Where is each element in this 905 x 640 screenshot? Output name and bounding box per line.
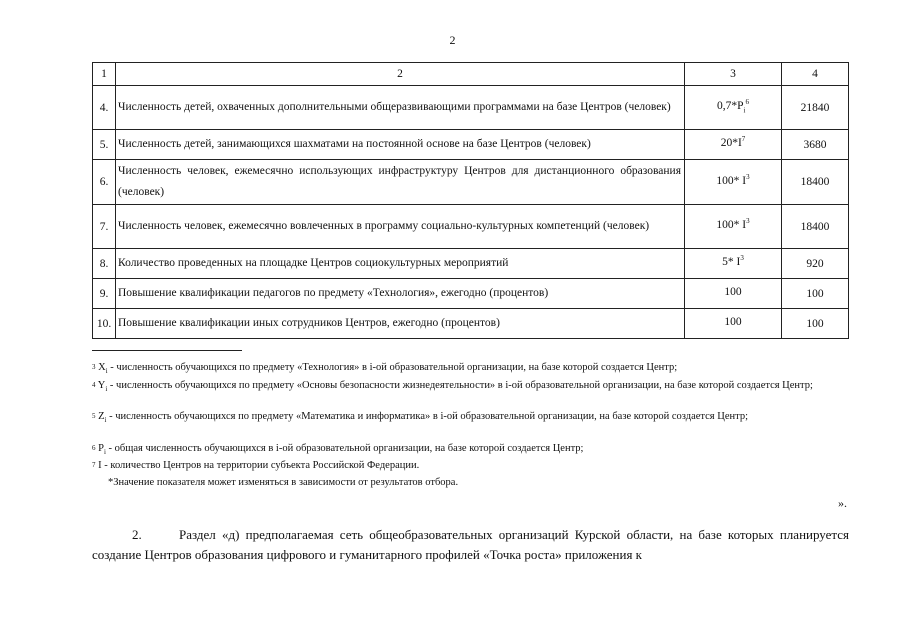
formula-base: 100 (724, 316, 742, 329)
row-description: Количество проведенных на площадке Центров социокультурных мероприятий (116, 249, 685, 279)
row-number: 9. (93, 279, 116, 309)
table-row (93, 309, 849, 339)
indicators-table (92, 62, 849, 339)
footnote (92, 459, 852, 477)
row-formula (685, 279, 782, 309)
footnote-symbol-sub: i (104, 416, 107, 425)
row-number: 6. (93, 160, 116, 205)
table-header-row (93, 63, 849, 86)
header-cell: 4 (782, 63, 849, 86)
row-description: Численность человек, ежемесячно использующих инфраструктуру Центров для дистанционного образования (человек) (116, 160, 685, 205)
table-row (93, 279, 849, 309)
row-number: 10. (93, 309, 116, 339)
footnote (92, 410, 852, 428)
formula-sup: 3 (740, 254, 744, 263)
footnote-symbol-sub: i (105, 367, 108, 376)
footnote-symbol-sub: i (103, 448, 106, 457)
footnote-symbol: P (98, 443, 104, 454)
table-row (93, 130, 849, 160)
table-row (93, 160, 849, 205)
formula-sup: 3 (746, 217, 750, 226)
footnote-mark: 3 (92, 363, 96, 371)
row-number: 4. (93, 86, 116, 130)
row-formula (685, 309, 782, 339)
footnote-text: - численность обучающихся по предмету «Математика и информатика» в i-ой образовательной организации, на базе которой создается Центр; (106, 411, 748, 422)
footnote-symbol: X (98, 362, 106, 373)
footnote-text: - общая численность обучающихся в i-ой образовательной организации, на базе которой создается Центр; (105, 443, 584, 454)
row-formula (685, 130, 782, 160)
footnote (92, 442, 852, 460)
body-paragraph (92, 525, 849, 565)
formula-sub: i (743, 106, 746, 115)
row-description: Повышение квалификации иных сотрудников Центров, ежегодно (процентов) (116, 309, 685, 339)
paragraph-text: Раздел «д) предполагаемая сеть общеобразовательных организаций Курской области, на базе которых планируется создание Центров образования цифрового и гуманитарного профилей «Точка роста» приложения к (92, 527, 849, 562)
footnote-text: - численность обучающихся по предмету «Технология» в i-ой образовательной организации, на базе которой создается Центр; (107, 362, 678, 373)
footnote (92, 361, 852, 379)
footnote-symbol: I (98, 460, 102, 471)
footnote-text: - численность обучающихся по предмету «Основы безопасности жизнедеятельности» в i-ой образовательной организации, на базе которой создается Центр; (107, 380, 813, 391)
row-value: 920 (782, 249, 849, 279)
paragraph-number: 2. (132, 527, 142, 542)
footnote-symbol: Z (98, 411, 105, 422)
row-value: 21840 (782, 86, 849, 130)
formula-base: 20*I (720, 137, 742, 150)
formula-base: 100 (724, 286, 742, 299)
row-number: 7. (93, 205, 116, 249)
closing-quote: ». (838, 496, 847, 510)
selection-note: *Значение показателя может изменяться в зависимости от результатов отбора. (108, 477, 459, 488)
row-value: 18400 (782, 160, 849, 205)
row-formula (685, 160, 782, 205)
page-number: 2 (449, 33, 456, 47)
table-row (93, 205, 849, 249)
formula-base: 5* I (722, 256, 741, 269)
formula-sup: 6 (745, 98, 749, 107)
footnote-separator (92, 350, 242, 351)
row-number: 8. (93, 249, 116, 279)
formula-base: 100* I (716, 219, 747, 232)
row-number: 5. (93, 130, 116, 160)
table-row (93, 249, 849, 279)
row-description: Численность детей, занимающихся шахматами на постоянной основе на базе Центров (человек) (116, 130, 685, 160)
row-description: Повышение квалификации педагогов по предмету «Технология», ежегодно (процентов) (116, 279, 685, 309)
formula-base: 0,7*P (717, 100, 744, 113)
row-value: 100 (782, 309, 849, 339)
footnote-mark: 6 (92, 444, 96, 452)
row-formula (685, 86, 782, 130)
header-cell: 1 (93, 63, 116, 86)
footnote-symbol: Y (97, 380, 106, 391)
row-description: Численность человек, ежемесячно вовлеченных в программу социально-культурных компетенций (человек) (116, 205, 685, 249)
footnote-symbol-sub: i (105, 385, 108, 394)
formula-sup: 7 (741, 135, 746, 144)
row-formula (685, 249, 782, 279)
row-value: 100 (782, 279, 849, 309)
footnote-text: - количество Центров на территории субъекта Российской Федерации. (101, 460, 420, 471)
row-value: 18400 (782, 205, 849, 249)
formula-base: 100* I (716, 174, 747, 187)
row-value: 3680 (782, 130, 849, 160)
footnote-mark: 7 (92, 461, 96, 469)
table-row (93, 86, 849, 130)
row-formula (685, 205, 782, 249)
footnote-mark: 4 (92, 381, 96, 389)
footnote-mark: 5 (92, 412, 96, 420)
header-cell: 3 (685, 63, 782, 86)
row-description: Численность детей, охваченных дополнительными общеразвивающими программами на базе Центров (человек) (116, 86, 685, 130)
footnote (92, 379, 852, 397)
formula-sup: 3 (746, 172, 750, 181)
header-cell: 2 (116, 63, 685, 86)
